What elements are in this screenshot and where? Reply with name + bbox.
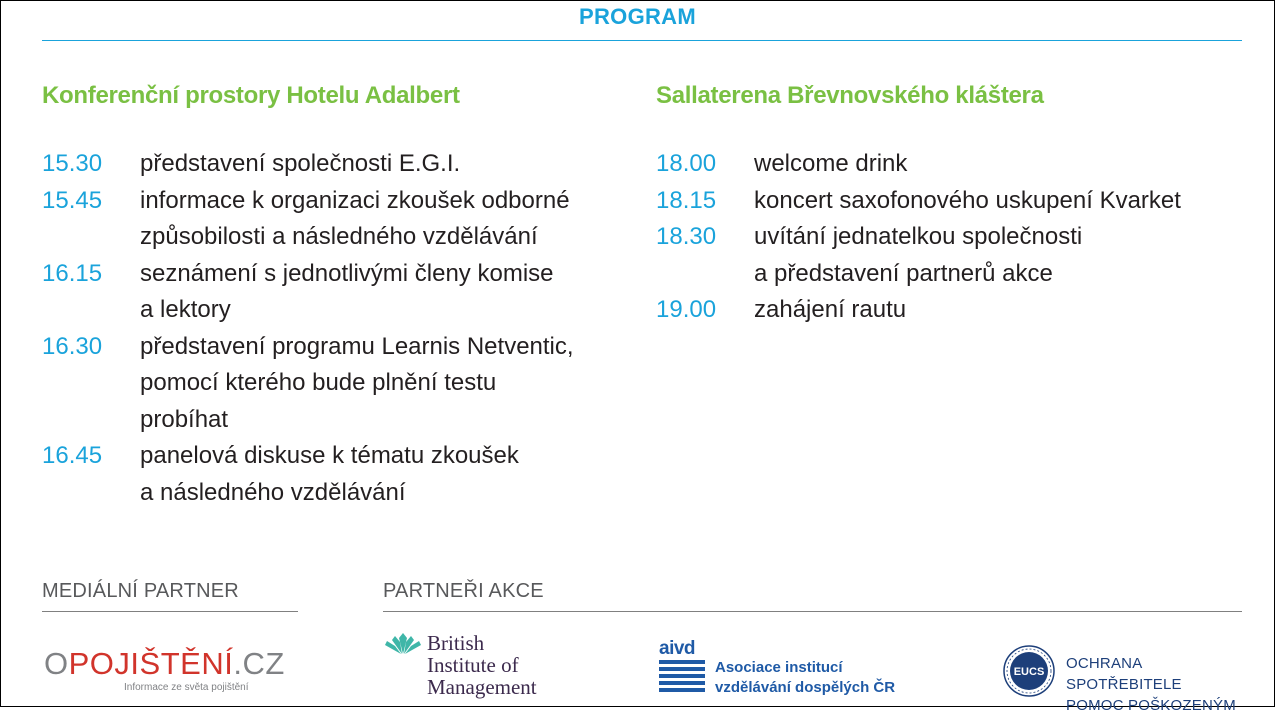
aivd-logo (657, 638, 917, 698)
schedule-time: 18.30 (656, 223, 717, 250)
schedule-description-line: welcome drink (754, 150, 908, 177)
schedule-item (42, 438, 574, 511)
schedule-description (140, 438, 519, 511)
schedule-item (42, 256, 574, 329)
schedule-description (140, 146, 460, 183)
bim-line-1: British (427, 631, 485, 655)
aivd-line-1: Asociace institucí (715, 659, 843, 676)
schedule-time: 16.15 (42, 259, 103, 287)
schedule-item (42, 146, 574, 183)
opojisteni-tagline: Informace ze světa pojištění (124, 682, 249, 693)
schedule-description-line: představení společnosti E.G.I. (140, 150, 461, 177)
eucs-line-1: OCHRANA SPOTŘEBITELE (1066, 655, 1182, 693)
schedule-item (42, 183, 574, 256)
opojisteni-logo-cz: .CZ (233, 646, 285, 681)
schedule-description (754, 183, 1181, 220)
schedule-right (656, 146, 1181, 329)
aivd-stripes-icon (659, 660, 705, 695)
schedule-description (140, 329, 574, 439)
aivd-wordmark: aivd (659, 638, 696, 659)
schedule-description (140, 183, 570, 256)
schedule-time: 16.30 (42, 332, 103, 360)
schedule-item (656, 183, 1181, 220)
schedule-description-line: seznámení s jednotlivými členy komise (140, 259, 554, 287)
schedule-description-line: pomocí kterého bude plnění testu (140, 369, 497, 396)
schedule-time: 18.15 (656, 186, 717, 214)
eucs-badge-text: EUCS (1013, 666, 1045, 678)
schedule-description (754, 219, 1082, 292)
british-institute-of-management-logo (383, 632, 583, 702)
bim-line-3: Management (427, 675, 537, 699)
schedule-time: 15.30 (42, 150, 103, 177)
schedule-description-line: a představení partnerů akce (754, 259, 1053, 287)
venue-heading-right: Sallaterena Břevnovského kláštera (656, 82, 1044, 109)
bim-line-2: Institute of (427, 653, 519, 677)
page-title: PROGRAM (579, 4, 696, 29)
schedule-description-line: zahájení rautu (754, 296, 907, 323)
lotus-icon (383, 632, 423, 656)
schedule-description-line: představení programu Learnis Netventic, (140, 332, 574, 360)
aivd-line-2: vzdělávání dospělých ČR (715, 679, 896, 696)
schedule-item (656, 292, 1181, 329)
schedule-description-line: informace k organizaci zkoušek odborné (140, 186, 570, 214)
eucs-seal-icon (1003, 645, 1055, 697)
schedule-description-line: způsobilosti a následného vzdělávání (140, 223, 538, 250)
schedule-description-line: uvítání jednatelkou společnosti (754, 223, 1083, 250)
schedule-description-line: probíhat (140, 405, 229, 433)
schedule-description (140, 256, 554, 329)
opojisteni-logo-o: O (44, 646, 69, 681)
opojisteni-logo-main: POJIŠTĚNÍ (68, 646, 234, 681)
schedule-description-line: koncert saxofonového uskupení Kvarket (754, 186, 1181, 214)
eucs-logo (1003, 645, 1243, 714)
schedule-description-line: a následného vzdělávání (140, 478, 406, 506)
schedule-description (754, 292, 906, 329)
schedule-item (656, 219, 1181, 292)
schedule-description-line: panelová diskuse k tématu zkoušek (140, 442, 519, 469)
schedule-item (656, 146, 1181, 183)
schedule-time: 18.00 (656, 150, 717, 177)
media-partner-label: MEDIÁLNÍ PARTNER (42, 580, 239, 602)
opojisteni-logo (42, 640, 285, 695)
schedule-time: 16.45 (42, 442, 103, 469)
event-partners-divider (383, 611, 1242, 612)
eucs-line-2: POMOC POŠKOZENÝM (1066, 697, 1236, 714)
venue-heading-left: Konferenční prostory Hotelu Adalbert (42, 82, 460, 109)
media-partner-divider (42, 611, 298, 612)
event-partners-label: PARTNEŘI AKCE (383, 580, 544, 602)
schedule-description-line: a lektory (140, 296, 231, 323)
schedule-left (42, 146, 574, 511)
schedule-item (42, 329, 574, 439)
title-divider (42, 40, 1242, 41)
schedule-time: 19.00 (656, 296, 717, 323)
schedule-description (754, 146, 907, 183)
schedule-time: 15.45 (42, 186, 103, 214)
